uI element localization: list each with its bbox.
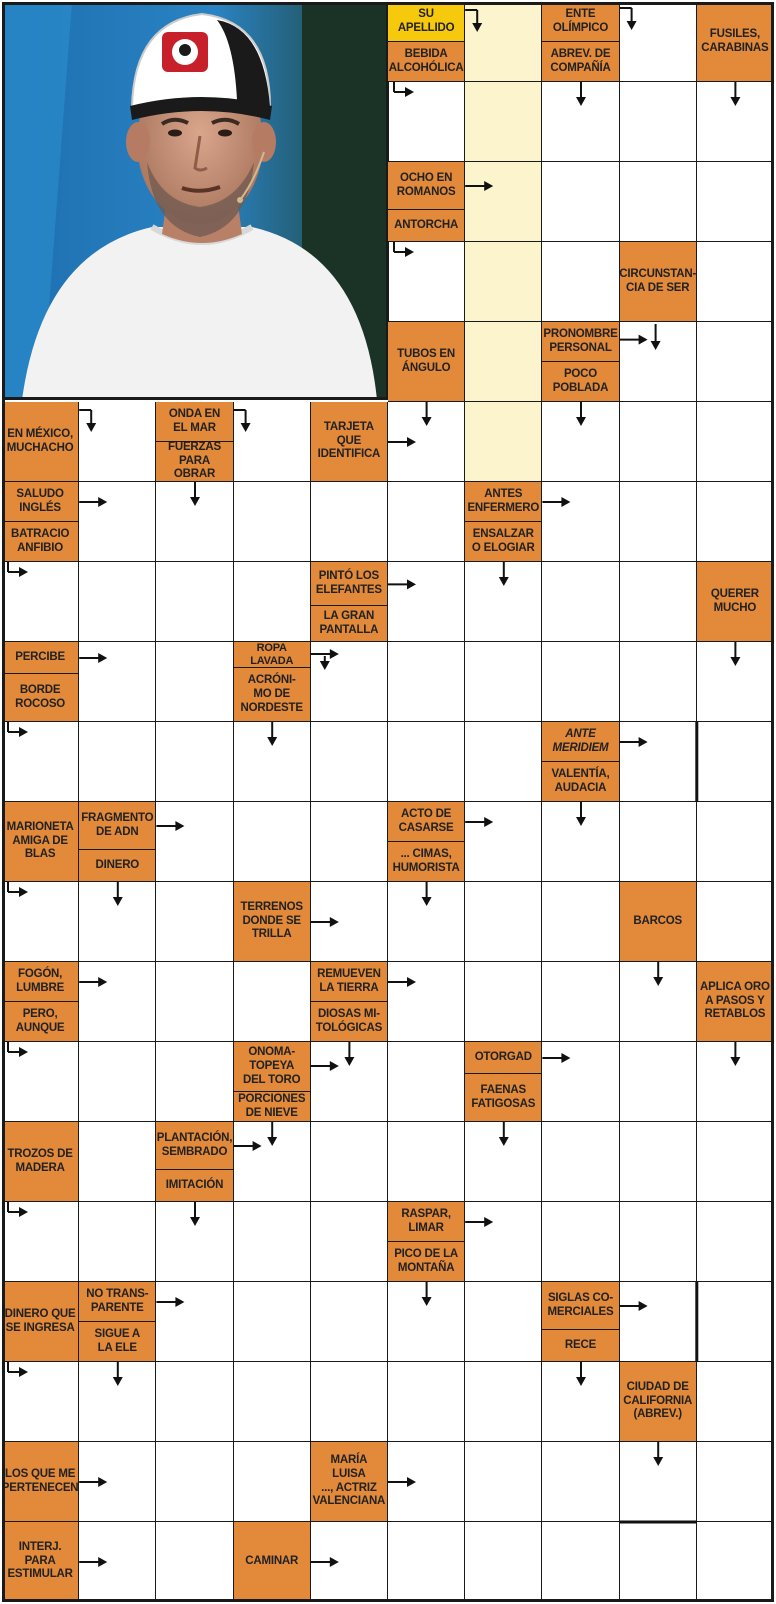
clue-text: ENTE OLÍMPICO [552,7,609,34]
answer-cell[interactable] [697,1522,774,1602]
answer-cell[interactable] [465,962,542,1042]
clue-text: ACTO DE CASARSE [398,807,454,834]
answer-cell[interactable] [156,1282,233,1362]
clue-c15 [311,402,388,482]
clue-c04 [542,42,619,82]
clue-c19 [465,522,542,562]
answer-cell[interactable] [542,242,619,322]
clue-c05 [697,2,774,82]
answer-cell[interactable] [697,1442,774,1522]
answer-cell[interactable] [697,82,774,162]
answer-cell[interactable] [156,642,233,722]
answer-cell[interactable] [311,1202,388,1282]
answer-cell[interactable] [620,562,697,642]
clue-c13 [156,402,233,442]
clue-c26 [234,668,311,722]
answer-cell[interactable] [620,1042,697,1122]
clue-c14 [156,442,233,482]
clue-text: INTERJ. PARA ESTIMULAR [7,1540,73,1581]
answer-cell[interactable] [465,642,542,722]
answer-cell[interactable] [388,482,465,562]
answer-cell[interactable] [465,722,542,802]
answer-cell[interactable] [234,482,311,562]
answer-cell[interactable] [465,322,542,402]
clue-c51 [79,1282,156,1322]
clue-c57 [311,1442,388,1522]
clue-text: PERCIBE [15,650,65,663]
answer-cell[interactable] [388,402,465,482]
clue-text: IMITACIÓN [165,1178,224,1191]
answer-cell[interactable] [2,562,79,642]
answer-cell[interactable] [234,962,311,1042]
clue-c08 [620,242,697,322]
answer-cell[interactable] [697,162,774,242]
answer-cell[interactable] [311,482,388,562]
answer-cell[interactable] [465,402,542,482]
clue-c33 [388,842,465,882]
clue-c11 [542,362,619,402]
answer-cell[interactable] [620,802,697,882]
answer-cell[interactable] [620,722,697,802]
answer-cell[interactable] [620,162,697,242]
answer-cell[interactable] [388,1442,465,1522]
answer-cell[interactable] [620,642,697,722]
clue-text: EN MÉXICO, MUCHACHO [6,427,74,454]
clue-text: MARIONETA AMIGA DE BLAS [6,820,74,861]
answer-cell[interactable] [620,1282,697,1362]
clue-text: BEBIDA ALCOHÓLICA [388,47,464,74]
answer-cell[interactable] [234,1442,311,1522]
answer-cell[interactable] [234,562,311,642]
clue-text: FOGÓN, LUMBRE [16,967,65,994]
answer-cell[interactable] [234,802,311,882]
answer-cell[interactable] [465,82,542,162]
answer-cell[interactable] [311,1362,388,1442]
clue-text: FUERZAS PARA OBRAR [168,442,221,481]
clue-text: VALENTÍA, AUDACIA [551,767,610,794]
answer-cell[interactable] [311,1042,388,1122]
clue-c44 [465,1074,542,1122]
answer-cell[interactable] [79,1362,156,1442]
clue-c21 [311,606,388,642]
answer-cell[interactable] [465,802,542,882]
answer-cell[interactable] [620,82,697,162]
clue-text: LA GRAN PANTALLA [319,609,379,636]
answer-cell[interactable] [2,722,79,802]
answer-cell[interactable] [2,882,79,962]
clue-c40 [697,962,774,1042]
answer-cell[interactable] [388,882,465,962]
clue-c18 [465,482,542,522]
clue-text: TERRENOS DONDE SE TRILLA [240,900,303,941]
answer-cell[interactable] [388,242,465,322]
answer-cell[interactable] [465,1362,542,1442]
answer-cell[interactable] [620,962,697,1042]
clue-text: CAMINAR [245,1554,299,1567]
answer-cell[interactable] [542,962,619,1042]
answer-cell[interactable] [311,722,388,802]
clue-text: PINTÓ LOS ELEFANTES [315,569,382,596]
answer-cell[interactable] [465,1522,542,1602]
answer-cell[interactable] [542,162,619,242]
answer-cell[interactable] [620,1122,697,1202]
answer-cell[interactable] [388,1042,465,1122]
answer-cell[interactable] [465,1202,542,1282]
clue-text: SIGLAS CO- MERCIALES [547,1291,614,1318]
answer-cell[interactable] [697,1122,774,1202]
clue-c47 [156,1170,233,1202]
answer-cell[interactable] [388,1282,465,1362]
clue-c24 [2,674,79,722]
answer-cell[interactable] [156,802,233,882]
clue-text: TARJETA QUE IDENTIFICA [317,420,381,461]
clue-c16 [2,482,79,522]
answer-cell[interactable] [311,642,388,722]
clue-text: REMUEVEN LA TIERRA [317,967,381,994]
clue-c50 [2,1282,79,1362]
clue-c54 [542,1330,619,1362]
answer-cell[interactable] [156,882,233,962]
answer-cell[interactable] [79,962,156,1042]
answer-cell[interactable] [156,722,233,802]
answer-cell[interactable] [2,1362,79,1442]
answer-cell[interactable] [156,1442,233,1522]
clue-c45 [2,1122,79,1202]
clue-text: DINERO QUE SE INGRESA [4,1307,76,1334]
answer-cell[interactable] [311,1282,388,1362]
answer-cell[interactable] [697,802,774,882]
answer-cell[interactable] [697,482,774,562]
clue-text: ANTE MERIDIEM [552,727,609,754]
clue-c28 [542,762,619,802]
clue-c17 [2,522,79,562]
clue-text: PRONOMBRE PERSONAL [543,327,618,354]
clue-c03 [542,2,619,42]
clue-c41 [234,1042,311,1092]
clue-c36 [2,962,79,1002]
clue-c32 [388,802,465,842]
clue-c23 [2,642,79,674]
clue-text: RECE [564,1338,597,1351]
crossword-board [2,2,774,1602]
clue-text: SU APELLIDO [397,7,455,34]
answer-cell[interactable] [156,962,233,1042]
clue-c07 [388,210,465,242]
clue-text: ANTES ENFERMERO [467,487,540,514]
answer-cell[interactable] [465,2,542,82]
answer-cell[interactable] [620,482,697,562]
clue-c09 [388,322,465,402]
answer-cell[interactable] [620,2,697,82]
photo [2,2,389,400]
answer-cell[interactable] [234,1122,311,1202]
clue-c27 [542,722,619,762]
answer-cell[interactable] [465,882,542,962]
clue-text: NO TRANS- PARENTE [86,1287,149,1314]
clue-c31 [79,850,156,882]
clue-text: PERO, AUNQUE [15,1007,65,1034]
answer-cell[interactable] [465,1442,542,1522]
clue-text: ENSALZAR O ELOGIAR [471,527,535,554]
answer-cell[interactable] [465,162,542,242]
answer-cell[interactable] [542,562,619,642]
clue-text: CIUDAD DE CALIFORNIA (ABREV.) [623,1380,693,1421]
clue-text: SALUDO INGLÉS [16,487,64,514]
clue-c29 [2,802,79,882]
answer-cell[interactable] [542,482,619,562]
clue-c42 [234,1092,311,1122]
clue-text: ... CIMAS, HUMORISTA [392,847,460,874]
clue-text: ONDA EN EL MAR [168,407,221,434]
answer-cell[interactable] [156,1522,233,1602]
answer-cell[interactable] [156,482,233,562]
answer-cell[interactable] [697,722,774,802]
answer-cell[interactable] [620,1202,697,1282]
answer-cell[interactable] [542,1202,619,1282]
answer-cell[interactable] [156,1202,233,1282]
clue-text: FAENAS FATIGOSAS [471,1083,536,1110]
clue-c56 [2,1442,79,1522]
answer-cell[interactable] [542,1442,619,1522]
answer-cell[interactable] [388,1362,465,1442]
answer-cell[interactable] [311,1122,388,1202]
answer-cell[interactable] [79,1202,156,1282]
answer-cell[interactable] [465,1282,542,1362]
answer-cell[interactable] [388,1122,465,1202]
answer-cell[interactable] [542,1042,619,1122]
clue-c46 [156,1122,233,1170]
answer-cell[interactable] [388,82,465,162]
answer-cell[interactable] [311,1522,388,1602]
answer-cell[interactable] [697,1042,774,1122]
clue-c12 [2,402,79,482]
answer-cell[interactable] [465,1122,542,1202]
answer-cell[interactable] [79,722,156,802]
answer-cell[interactable] [465,562,542,642]
clue-text: ANTORCHA [394,218,459,231]
answer-cell[interactable] [79,402,156,482]
answer-cell[interactable] [234,402,311,482]
clue-c49 [388,1242,465,1282]
clue-text: FUSILES, CARABINAS [701,27,769,54]
answer-cell[interactable] [697,1282,774,1362]
answer-cell[interactable] [620,322,697,402]
clue-text: MARÍA LUISA ..., ACTRIZ VALENCIANA [312,1453,386,1508]
answer-cell[interactable] [388,722,465,802]
answer-cell[interactable] [156,1362,233,1442]
clue-text: TROZOS DE MADERA [7,1147,73,1174]
clue-text: QUERER MUCHO [710,587,759,614]
man-with-cap-photo [2,2,389,400]
answer-cell[interactable] [542,1122,619,1202]
clue-text: DINERO [95,858,140,871]
clue-c06 [388,162,465,210]
answer-cell[interactable] [388,642,465,722]
clue-c39 [311,1002,388,1042]
clue-text: ONOMA- TOPEYA DEL TORO [242,1046,301,1086]
answer-cell[interactable] [79,1042,156,1122]
clue-text: BORDE ROCOSO [15,683,66,710]
clue-text: FRAGMENTO DE ADN [81,811,154,838]
answer-cell[interactable] [620,1522,697,1602]
clue-c37 [2,1002,79,1042]
answer-cell[interactable] [697,1202,774,1282]
answer-cell[interactable] [542,802,619,882]
clue-c48 [388,1202,465,1242]
answer-cell[interactable] [79,1122,156,1202]
clue-text: LOS QUE ME PERTENECEN [2,1467,79,1494]
clue-c20 [311,562,388,606]
clue-c52 [79,1322,156,1362]
clue-c58 [2,1522,79,1602]
clue-c34 [234,882,311,962]
clue-c43 [465,1042,542,1074]
clue-text: DIOSAS MI- TOLÓGICAS [315,1007,383,1034]
clue-text: ABREV. DE COMPAÑÍA [550,47,611,74]
answer-cell[interactable] [79,642,156,722]
clue-text: PICO DE LA MONTAÑA [394,1247,458,1274]
answer-cell[interactable] [388,1522,465,1602]
answer-cell[interactable] [79,482,156,562]
answer-cell[interactable] [79,562,156,642]
answer-cell[interactable] [234,1202,311,1282]
answer-cell[interactable] [620,1442,697,1522]
answer-cell[interactable] [542,82,619,162]
answer-cell[interactable] [2,1042,79,1122]
answer-cell[interactable] [79,1522,156,1602]
clue-text: ACRÓNI- MO DE NORDESTE [240,673,303,714]
clue-text: SIGUE A LA ELE [94,1327,141,1354]
answer-cell[interactable] [234,1282,311,1362]
answer-cell[interactable] [311,882,388,962]
answer-cell[interactable] [156,562,233,642]
clue-text: BATRACIO ANFIBIO [10,527,70,554]
clue-c53 [542,1282,619,1330]
clue-c35 [620,882,697,962]
answer-cell[interactable] [234,722,311,802]
answer-cell[interactable] [542,642,619,722]
clue-c10 [542,322,619,362]
answer-cell[interactable] [697,1362,774,1442]
answer-cell[interactable] [234,1362,311,1442]
answer-cell[interactable] [542,882,619,962]
answer-cell[interactable] [697,322,774,402]
answer-cell[interactable] [697,642,774,722]
answer-cell[interactable] [79,1442,156,1522]
answer-cell[interactable] [2,1202,79,1282]
answer-cell[interactable] [542,402,619,482]
answer-cell[interactable] [697,882,774,962]
clue-c59 [234,1522,311,1602]
clue-c30 [79,802,156,850]
clue-text: ROPA LAVADA [250,642,294,667]
clue-c02 [388,42,465,82]
answer-cell[interactable] [542,1362,619,1442]
clue-text: OCHO EN ROMANOS [396,171,456,198]
clue-c25 [234,642,311,668]
clue-text: PORCIONES DE NIEVE [238,1092,306,1119]
answer-cell[interactable] [388,962,465,1042]
clue-c38 [311,962,388,1002]
clue-text: CIRCUNSTAN- CIA DE SER [619,267,697,294]
clue-text: BARCOS [633,914,682,927]
answer-cell[interactable] [697,402,774,482]
answer-cell[interactable] [465,242,542,322]
clue-text: OTORGAD [474,1050,532,1063]
clue-c22 [697,562,774,642]
answer-cell[interactable] [620,402,697,482]
clue-c55 [620,1362,697,1442]
answer-cell[interactable] [542,1522,619,1602]
clue-text: PLANTACIÓN, SEMBRADO [156,1131,233,1158]
clue-text: POCO POBLADA [552,367,609,394]
clue-text: RASPAR, LIMAR [401,1207,451,1234]
answer-cell[interactable] [156,1042,233,1122]
answer-cell[interactable] [388,562,465,642]
clue-text: APLICA ORO A PASOS Y RETABLOS [700,980,770,1021]
answer-cell[interactable] [697,242,774,322]
clue-text: TUBOS EN ÁNGULO [397,347,455,374]
answer-cell[interactable] [311,802,388,882]
answer-cell[interactable] [79,882,156,962]
clue-c01 [388,2,465,42]
